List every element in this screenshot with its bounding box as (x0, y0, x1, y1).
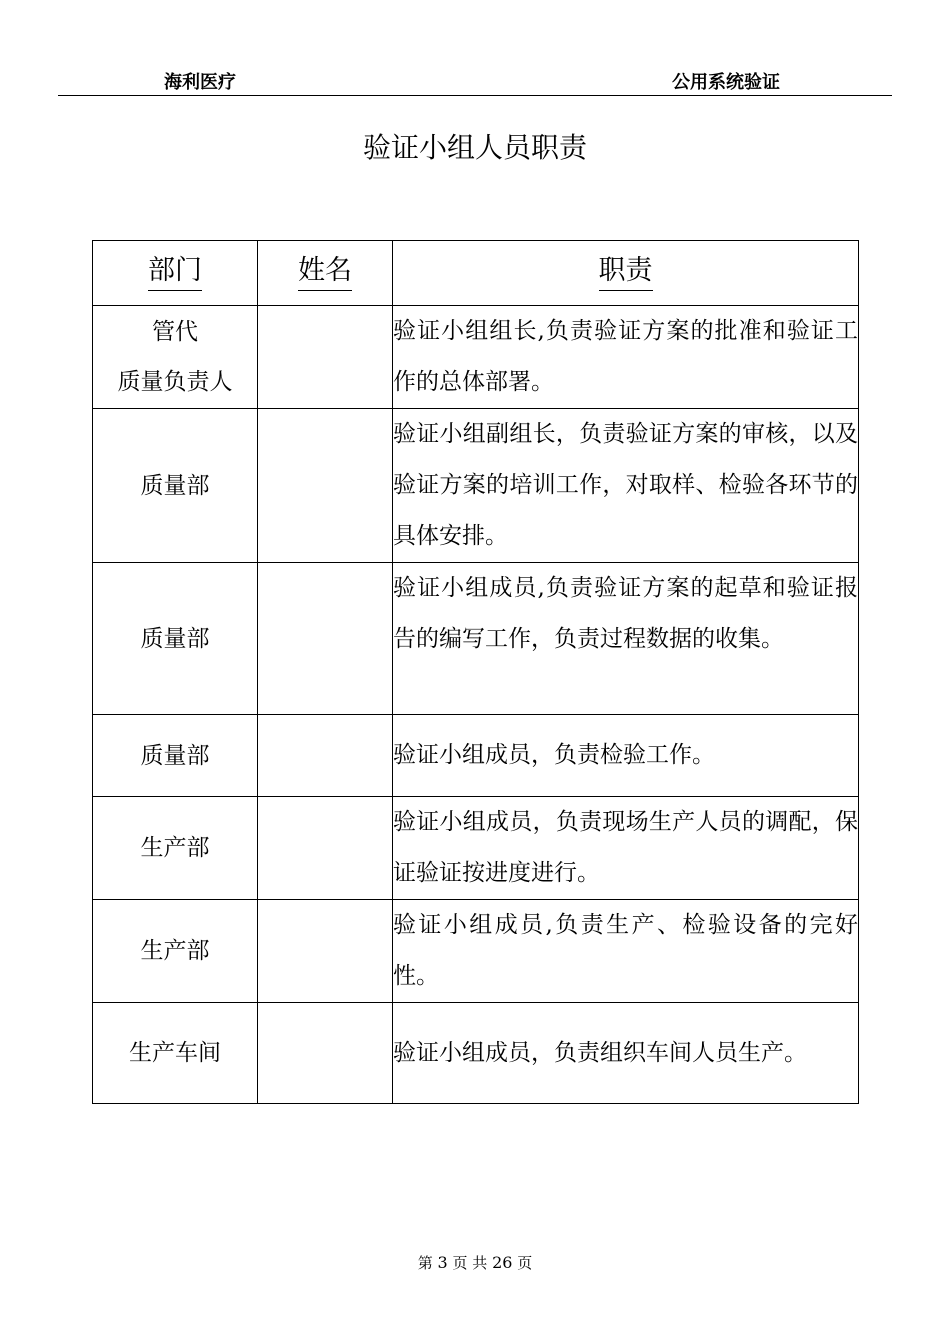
table-row (93, 797, 859, 900)
footer-suffix: 页 (517, 1254, 533, 1272)
dept-cell (93, 900, 258, 1003)
page-title: 验证小组人员职责 (362, 131, 587, 164)
duty-cell: 验证小组组长,负责验证方案的批准和验证工作的总体部署。 (393, 306, 859, 409)
name-cell (258, 563, 393, 715)
dept-line: 生产部 (140, 938, 210, 964)
header-cell-name (258, 241, 393, 306)
name-cell (258, 715, 393, 797)
name-cell (258, 900, 393, 1003)
table-row (93, 409, 859, 563)
table-header-row (93, 241, 859, 306)
duty-cell: 验证小组成员，负责检验工作。 (393, 715, 859, 797)
table-row (93, 1003, 859, 1104)
dept-line: 质量部 (140, 472, 210, 499)
header-cell-dept (93, 241, 258, 306)
dept-cell (93, 797, 258, 900)
duty-table (92, 240, 859, 1104)
page-footer (0, 1252, 950, 1273)
dept-cell (93, 306, 258, 409)
dept-line: 质量部 (140, 742, 210, 769)
footer-total-pages: 26 (492, 1253, 513, 1272)
duty-cell: 验证小组成员,负责验证方案的起草和验证报告的编写工作，负责过程数据的收集。 (393, 563, 859, 715)
footer-middle: 页 共 (452, 1254, 488, 1272)
table-row (93, 900, 859, 1003)
dept-line: 质量负责人 (117, 369, 233, 395)
header-divider (58, 95, 892, 96)
dept-line: 管代 (152, 319, 198, 345)
dept-cell (93, 715, 258, 797)
header-duty-label: 职责 (599, 256, 653, 291)
dept-line: 生产部 (140, 835, 210, 861)
name-cell (258, 1003, 393, 1104)
dept-line: 生产车间 (129, 1040, 221, 1066)
duty-cell: 验证小组副组长，负责验证方案的审核，以及验证方案的培训工作，对取样、检验各环节的具体安排。 (393, 409, 859, 563)
footer-prefix: 第 (417, 1254, 433, 1272)
header-dept-label: 部门 (148, 256, 202, 291)
dept-cell (93, 1003, 258, 1104)
duty-cell: 验证小组成员，负责现场生产人员的调配，保证验证按进度进行。 (393, 797, 859, 900)
header-doc-name: 公用系统验证 (672, 72, 780, 93)
duty-cell: 验证小组成员,负责生产、检验设备的完好性。 (393, 900, 859, 1003)
table-row (93, 563, 859, 715)
dept-line: 质量部 (140, 625, 210, 652)
table-row (93, 306, 859, 409)
header-company: 海利医疗 (164, 72, 236, 93)
name-cell (258, 797, 393, 900)
footer-page-number: 3 (437, 1253, 448, 1272)
duty-cell: 验证小组成员，负责组织车间人员生产。 (393, 1003, 859, 1104)
header-cell-duty (393, 241, 859, 306)
table-row (93, 715, 859, 797)
dept-cell (93, 409, 258, 563)
header-name-label: 姓名 (298, 256, 352, 291)
dept-cell (93, 563, 258, 715)
name-cell (258, 409, 393, 563)
name-cell (258, 306, 393, 409)
